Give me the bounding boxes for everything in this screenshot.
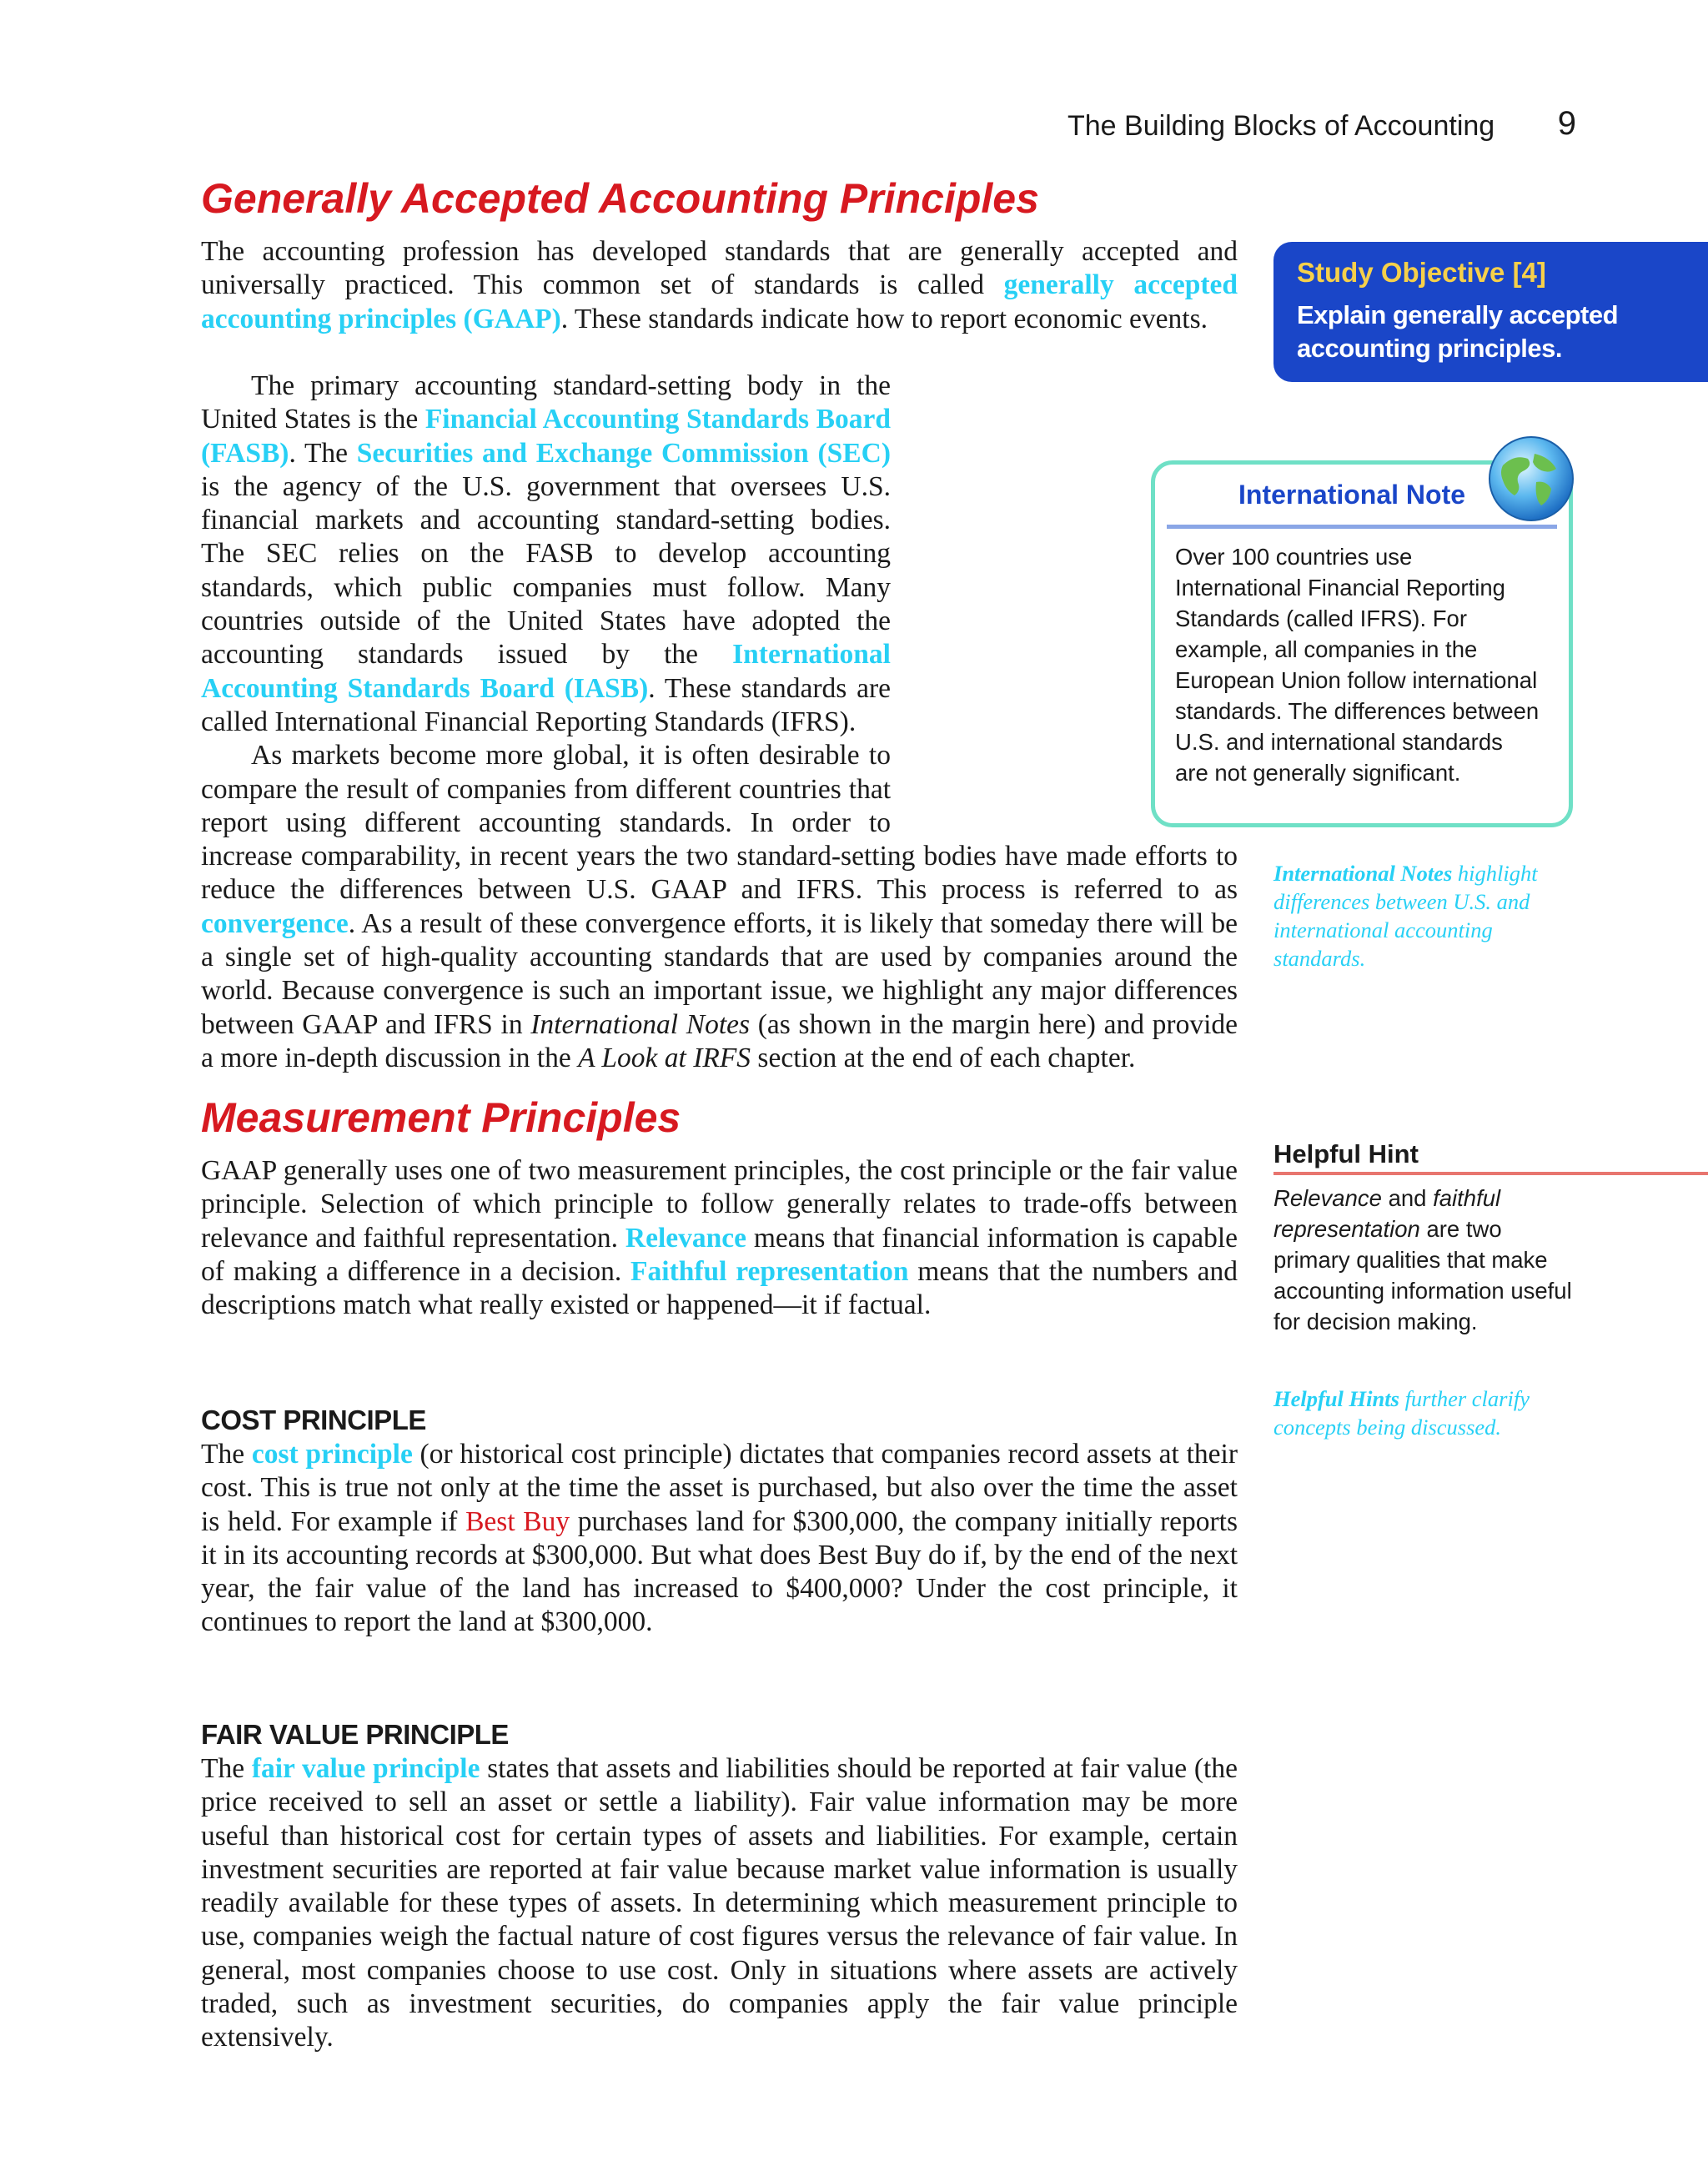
gaap-paragraph-1-2a (201, 235, 1238, 336)
gaap-paragraph-2-3 (201, 369, 1238, 1075)
company-name: Best Buy (465, 1505, 570, 1537)
running-head (1068, 105, 1576, 152)
helpful-hint-text: Relevance and faithful representation are two primary qualities that make accounting information useful for decision making. (1273, 1185, 1572, 1334)
paragraph: The fair value principle states that assets and liabilities should be reported at fair value (the price received to sell an asset or settle a liability). Fair value information may be more useful than historical cost for certain types of assets and liabilities. For example, certain investment securities are reported at fair value because market value information is usually readily available for these types of assets. In determining which measurement principle to use, companies weigh the factual nature of cost figures versus the relevance of fair value. In general, most companies choose to use cost. Only in situations where assets are actively traded, such as investment securities, do companies apply the fair value principle extensively. (201, 1753, 1238, 2053)
international-notes-caption: International Notes highlight differences between U.S. and international accounting standards. (1273, 861, 1538, 971)
cost-principle-paragraph (201, 1438, 1238, 1640)
running-head-title: The Building Blocks of Accounting (1068, 110, 1495, 142)
key-term: generally accepted accounting principles (GAAP) (201, 269, 1238, 334)
key-term: fair value principle (251, 1753, 480, 1784)
international-note-title: International Note (1238, 480, 1466, 510)
study-objective-box (1273, 242, 1708, 382)
section-heading-measurement: Measurement Principles (201, 1094, 681, 1141)
study-objective-title: Study Objective [4] (1297, 257, 1546, 288)
international-note-text: Over 100 countries use International Financial Reporting Standards (called IFRS). For example, all companies in the European Union follow international standards. The differences between U.S. and international standards are not generally significant. (1175, 544, 1540, 786)
globe-icon (1484, 432, 1578, 525)
paragraph: The cost principle (or historical cost principle) dictates that companies record assets at their cost. This is true not only at the time the asset is purchased, but also over the time the asset is held. For example if Best Buy purchases land for $300,000, the company initially reports it in its accounting records at $300,000. But what does Best Buy do if, by the end of the next year, the fair value of the land has increased to $400,000? Under the cost principle, it continues to report the land at $300,000. (201, 1439, 1238, 1638)
paragraph: The accounting profession has developed standards that are generally accepted and universally practiced. This common set of standards is called generally accepted accounting principles (GAAP). These standards indicate how to report economic events. (201, 236, 1238, 334)
key-term: cost principle (251, 1439, 413, 1470)
key-term: Securities and Exchange Commission (SEC) (356, 437, 891, 469)
paragraph: The primary accounting standard-setting body in the United States is the Financial Accounting Standards Board (FASB). The Securities and Exchange Commission (SEC) is the agency of the U.S. government that oversees U.S. financial markets and accounting standard-setting bodies. The SEC relies on the FASB to develop accounting standards, which public companies must follow. Many countries outside of the United States have adopted the accounting standards issued by the International Accounting Standards Board (IASB). These standards are called International Financial Reporting Standards (IFRS). (201, 370, 892, 737)
cost-principle-heading: COST PRINCIPLE (201, 1405, 426, 1435)
helpful-hint-title: Helpful Hint (1273, 1139, 1419, 1168)
helpful-hints-caption: Helpful Hints further clarify concepts being discussed. (1273, 1386, 1530, 1440)
key-term: Faithful representation (630, 1255, 909, 1287)
paragraph: GAAP generally uses one of two measurement principles, the cost principle or the fair value principle. Selection of which principle to follow generally relates to trade-offs between relevance and faithful representation. Relevance means that financial information is capable of making a difference in a decision. Faithful representation means that the numbers and descriptions match what really existed or happened—it if factual. (201, 1155, 1238, 1321)
page-number: 9 (1557, 105, 1576, 142)
key-term: International Accounting Standards Board (IASB) (201, 639, 891, 704)
key-term: Relevance (625, 1222, 746, 1254)
key-term: convergence (201, 907, 349, 939)
key-term: Financial Accounting Standards Board (FASB) (201, 404, 892, 469)
divider (1273, 1172, 1708, 1175)
section-heading-gaap: Generally Accepted Accounting Principles (201, 175, 1039, 222)
paragraph: As markets become more global, it is often desirable to compare the result of companies from different countries that report using different accounting standards. In order to increase comparability, in recent years the two standard-setting bodies have made efforts to reduce the differences between U.S. GAAP and IFRS. This process is referred to as convergence. As a result of these convergence efforts, it is likely that someday there will be a single set of high-quality accounting standards that are used by companies around the world. Because convergence is such an important issue, we highlight any major differences between GAAP and IFRS in International Notes (as shown in the margin here) and provide a more in-depth discussion in the A Look at IRFS section at the end of each chapter. (201, 740, 1238, 1073)
measurement-paragraph (201, 1154, 1238, 1322)
fair-value-principle-paragraph (201, 1752, 1238, 2055)
study-objective-text: Explain generally accepted accounting principles. (1297, 300, 1619, 363)
fair-value-principle-heading: FAIR VALUE PRINCIPLE (201, 1719, 509, 1750)
